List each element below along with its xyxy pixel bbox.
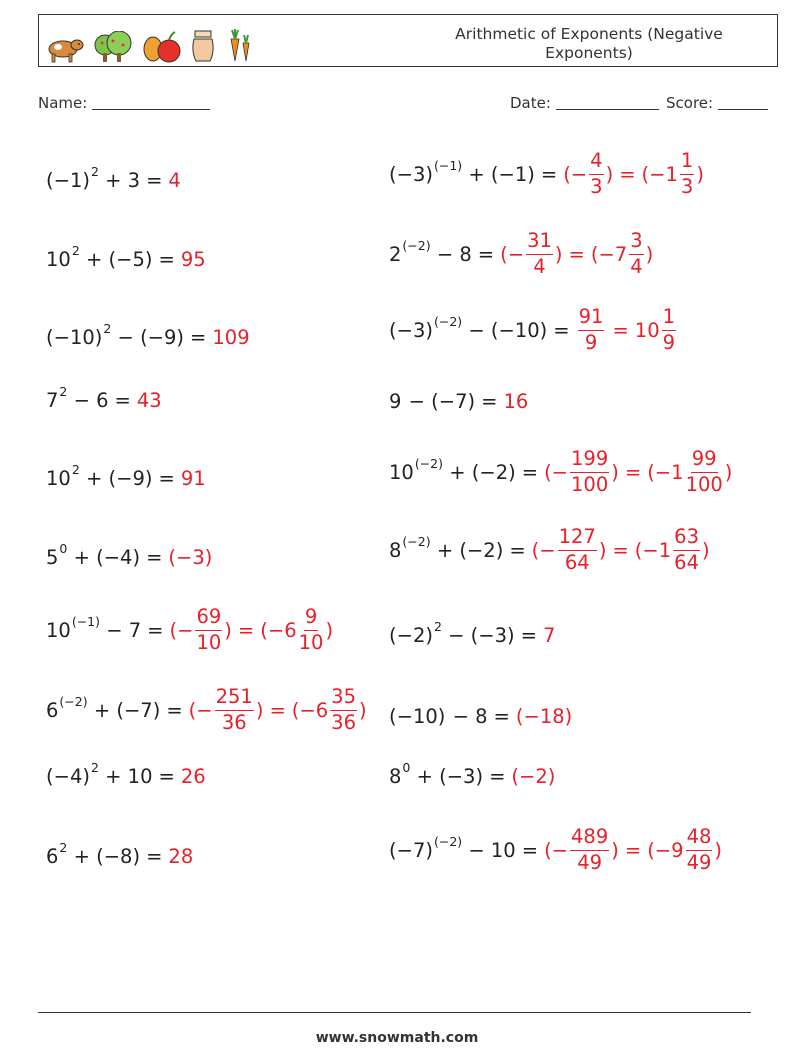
problem-answer: 16: [503, 389, 529, 413]
problem-operation: − (−9): [117, 325, 185, 349]
problem-exponent: (−2): [402, 533, 431, 549]
tree-icon: [91, 31, 135, 63]
problem-exponent: (−2): [59, 693, 88, 709]
problem-base: 10: [46, 247, 71, 271]
header-icons: [43, 19, 259, 63]
problem-operation: + (−2): [449, 460, 516, 484]
name-label: Name:: [38, 94, 88, 112]
answer-fraction: (− $\frac{31}{4}$ ): [500, 229, 563, 278]
problem-operation: + (−5): [85, 247, 153, 271]
problem-11: 5 $^0$ + (−4) = (−3): [46, 540, 213, 569]
answer-fraction: (− $\frac{489}{49}$ ): [544, 825, 619, 874]
answer-mixed: (−7 $\frac{3}{4}$ ): [590, 229, 654, 278]
problem-14: (−2) $^2$ − (−3) = 7: [389, 618, 556, 647]
problem-base: (−4): [46, 764, 90, 788]
answer-mixed: 10 $\frac{1}{9}$: [634, 305, 676, 354]
answer-fraction: (− $\frac{4}{3}$ ): [563, 149, 614, 198]
problem-exponent: 2: [71, 242, 80, 258]
problem-base: 8: [389, 764, 402, 788]
problem-exponent: (−2): [414, 455, 444, 471]
problem-operation: + 10: [105, 764, 153, 788]
problem-base: 6: [46, 698, 59, 722]
problem-base: (−10): [46, 325, 103, 349]
jar-icon: [189, 29, 217, 63]
problem-base: (−1): [46, 168, 90, 192]
problem-answer: 26: [180, 764, 206, 788]
problem-answer: (−3): [168, 545, 213, 569]
problem-operation: − (−3): [448, 623, 515, 647]
problem-exponent: (−2): [433, 833, 463, 849]
answer-fraction: (− $\frac{69}{10}$ ): [169, 605, 232, 654]
problem-7: 7 $^2$ − 6 = 43: [46, 383, 162, 412]
answer-fraction: (− $\frac{251}{36}$ ): [188, 685, 264, 734]
problem-exponent: 2: [59, 383, 68, 399]
problem-exponent: 2: [103, 320, 112, 336]
problem-exponent: 0: [402, 759, 411, 775]
problem-operation: + (−8): [73, 844, 141, 868]
problem-base: 6: [46, 844, 59, 868]
problem-base: (−3): [389, 162, 433, 186]
answer-mixed: (−1 $\frac{99}{100}$ ): [647, 447, 733, 496]
problem-answer: 43: [136, 388, 162, 412]
problem-6: (−3) $^{(-2)}$ − (−10) = $\frac{91}{9}$ = 10 $\frac{1}{9}$: [389, 300, 678, 360]
name-field: [38, 94, 210, 112]
problem-operation: − (−10): [468, 318, 548, 342]
answer-mixed: (−1 $\frac{1}{3}$ ): [641, 149, 704, 198]
problem-answer: 28: [168, 844, 194, 868]
problem-17: (−4) $^2$ + 10 = 26: [46, 759, 206, 788]
date-label: Date:: [510, 94, 551, 112]
problem-3: 10 $^2$ + (−5) = 95: [46, 242, 206, 271]
problem-answer: 91: [180, 466, 206, 490]
problem-10: 10 $^{(-2)}$ + (−2) = (− $\frac{199}{100}$ ) = (−1 $\frac{99}{100}$ ): [389, 447, 733, 496]
problem-base: 9: [389, 389, 402, 413]
problem-base: (−2): [389, 623, 433, 647]
answer-fraction: $\frac{91}{9}$: [578, 305, 604, 354]
problem-5: (−10) $^2$ − (−9) = 109: [46, 320, 250, 349]
problem-13: 10 $^{(-1)}$ − 7 = (− $\frac{69}{10}$ ) = (−6 $\frac{9}{10}$ ): [46, 605, 334, 654]
problem-operation: + (−7): [93, 698, 161, 722]
problem-16: (−10) − 8 = (−18): [389, 704, 573, 728]
problem-20: (−7) $^{(-2)}$ − 10 = (− $\frac{489}{49}$ ) = (−9 $\frac{48}{49}$ ): [389, 825, 722, 874]
problem-base: (−10): [389, 704, 446, 728]
problem-base: (−7): [389, 838, 433, 862]
problem-19: 6 $^2$ + (−8) = 28: [46, 839, 194, 868]
problem-operation: + (−2): [436, 538, 504, 562]
problem-answer: 4: [168, 168, 181, 192]
answer-mixed: (−9 $\frac{48}{49}$ ): [647, 825, 722, 874]
problem-operation: − 7: [106, 618, 142, 642]
problem-answer: (−2): [511, 764, 556, 788]
date-field: [510, 94, 659, 112]
problem-operation: − 8: [452, 704, 488, 728]
score-blank[interactable]: [718, 95, 768, 110]
problem-exponent: (−1): [433, 157, 463, 173]
answer-fraction: (− $\frac{127}{64}$ ): [531, 525, 607, 574]
problem-operation: + (−4): [73, 545, 141, 569]
problem-operation: − 8: [436, 242, 472, 266]
problem-base: (−3): [389, 318, 433, 342]
problem-18: 8 $^0$ + (−3) = (−2): [389, 759, 556, 788]
problem-4: 2 $^{(-2)}$ − 8 = (− $\frac{31}{4}$ ) = (−7 $\frac{3}{4}$ ): [389, 229, 654, 278]
problem-1: (−1) $^2$ + 3 = 4: [46, 163, 181, 192]
problem-base: 10: [389, 460, 414, 484]
problem-answer: 7: [542, 623, 556, 647]
problem-answer: (−18): [515, 704, 573, 728]
problem-exponent: 2: [433, 618, 442, 634]
problem-operation: − 10: [468, 838, 516, 862]
carrots-icon: [223, 27, 259, 63]
problem-base: 2: [389, 242, 402, 266]
score-label: Score:: [666, 94, 714, 112]
score-field: [666, 94, 768, 112]
page-title: Arithmetic of Exponents (Negative Exponents): [455, 25, 723, 62]
date-blank[interactable]: [556, 95, 659, 110]
problem-operation: + 3: [105, 168, 141, 192]
problem-base: 7: [46, 388, 59, 412]
answer-mixed: (−1 $\frac{63}{64}$ ): [634, 525, 710, 574]
problem-base: 8: [389, 538, 402, 562]
problem-2: (−3) $^{(-1)}$ + (−1) = (− $\frac{4}{3}$ ) = (−1 $\frac{1}{3}$ ): [389, 149, 704, 198]
cow-icon: [43, 33, 85, 63]
problem-8: 9 − (−7) = 16: [389, 389, 529, 413]
problem-operation: + (−9): [85, 466, 153, 490]
problem-answer: 109: [212, 325, 250, 349]
problem-operation: + (−3): [416, 764, 484, 788]
name-blank[interactable]: [92, 95, 210, 110]
problem-answer: 95: [180, 247, 206, 271]
problem-operation: − 6: [73, 388, 109, 412]
problem-exponent: 2: [71, 461, 80, 477]
problem-exponent: (−2): [402, 237, 431, 253]
answer-fraction: (− $\frac{199}{100}$ ): [544, 447, 619, 496]
problem-exponent: 0: [59, 540, 68, 556]
problem-9: 10 $^2$ + (−9) = 91: [46, 461, 206, 490]
problem-operation: − (−7): [408, 389, 476, 413]
answer-mixed: (−6 $\frac{9}{10}$ ): [260, 605, 334, 654]
fruits-icon: [141, 29, 183, 63]
footer-site[interactable]: www.snowmath.com: [315, 1030, 479, 1046]
problem-exponent: (−2): [433, 313, 463, 329]
problem-exponent: 2: [59, 839, 68, 855]
problem-base: 5: [46, 545, 59, 569]
problem-base: 10: [46, 466, 71, 490]
problem-base: 10: [46, 618, 71, 642]
problem-exponent: 2: [90, 759, 99, 775]
footer-divider: [38, 1012, 751, 1013]
problem-exponent: (−1): [71, 613, 101, 629]
problem-operation: + (−1): [468, 162, 535, 186]
answer-mixed: (−6 $\frac{35}{36}$ ): [291, 685, 367, 734]
problem-15: 6 $^{(-2)}$ + (−7) = (− $\frac{251}{36}$ ) = (−6 $\frac{35}{36}$ ): [46, 685, 367, 734]
problem-12: 8 $^{(-2)}$ + (−2) = (− $\frac{127}{64}$ ) = (−1 $\frac{63}{64}$ ): [389, 525, 710, 574]
header-box: [38, 14, 778, 67]
problem-exponent: 2: [90, 163, 99, 179]
